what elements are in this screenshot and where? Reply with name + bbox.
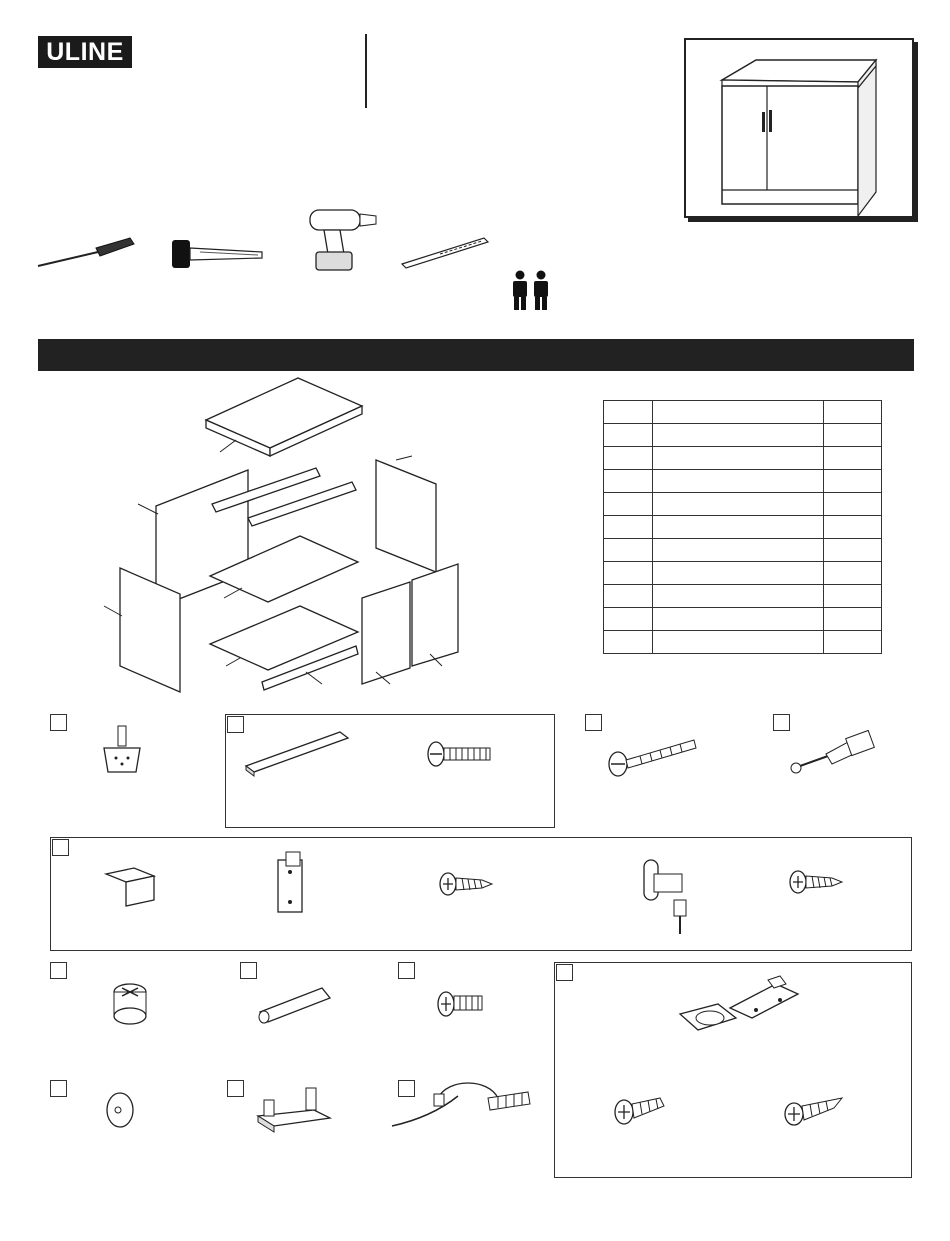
- angle-bracket-icon: [104, 866, 158, 908]
- leveling-foot-icon: [100, 724, 144, 780]
- cam-bolt-icon: [788, 728, 878, 776]
- cable-tie-anchor-icon: [388, 1074, 532, 1130]
- shelf-pin-cap-icon: [104, 1090, 136, 1130]
- confirmat-screw-icon: [436, 984, 486, 1020]
- hardware-label-box: [398, 962, 415, 979]
- product-image-frame: [684, 38, 914, 218]
- hardware-label-box: [50, 962, 67, 979]
- power-drill-icon: [306, 206, 382, 274]
- table-row: [604, 493, 882, 516]
- table-row: [604, 585, 882, 608]
- rubber-mallet-icon: [170, 236, 266, 272]
- exploded-view-diagram: [100, 376, 470, 694]
- table-row: [604, 470, 882, 493]
- two-people-icon: [510, 270, 554, 312]
- machine-screw-icon: [426, 738, 494, 770]
- strike-plate-icon: [274, 850, 308, 916]
- hardware-label-box: [227, 1080, 244, 1097]
- hardware-label-box: [240, 962, 257, 979]
- hardware-label-box: [556, 964, 573, 981]
- long-bolt-icon: [606, 734, 700, 778]
- wooden-dowel-icon: [254, 984, 334, 1024]
- hardware-label-box: [52, 839, 69, 856]
- door-handle-icon: [244, 728, 354, 778]
- wood-screw-icon: [438, 868, 494, 898]
- table-row: [604, 401, 882, 424]
- concealed-hinge-icon: [676, 974, 806, 1044]
- table-row: [604, 516, 882, 539]
- cabinet-product-image: [686, 40, 912, 216]
- hardware-label-box: [585, 714, 602, 731]
- drill-bit-icon: [400, 232, 490, 272]
- shelf-support-icon: [254, 1082, 334, 1134]
- parts-table: [603, 400, 882, 654]
- header-divider: [365, 34, 367, 108]
- hardware-label-box: [50, 1080, 67, 1097]
- cam-lock-fitting-icon: [108, 982, 152, 1026]
- wood-screw-icon: [788, 866, 844, 896]
- hardware-label-box: [227, 716, 244, 733]
- table-row: [604, 424, 882, 447]
- table-row: [604, 562, 882, 585]
- section-header-bar: [38, 339, 914, 371]
- wood-screw-icon: [782, 1092, 844, 1126]
- hardware-label-box: [50, 714, 67, 731]
- table-row: [604, 608, 882, 631]
- table-row: [604, 539, 882, 562]
- cam-lock-icon: [636, 854, 696, 938]
- uline-logo: ULINE: [38, 36, 132, 68]
- table-row: [604, 631, 882, 654]
- screwdriver-icon: [36, 232, 136, 272]
- hinge-screw-icon: [612, 1090, 668, 1126]
- table-row: [604, 447, 882, 470]
